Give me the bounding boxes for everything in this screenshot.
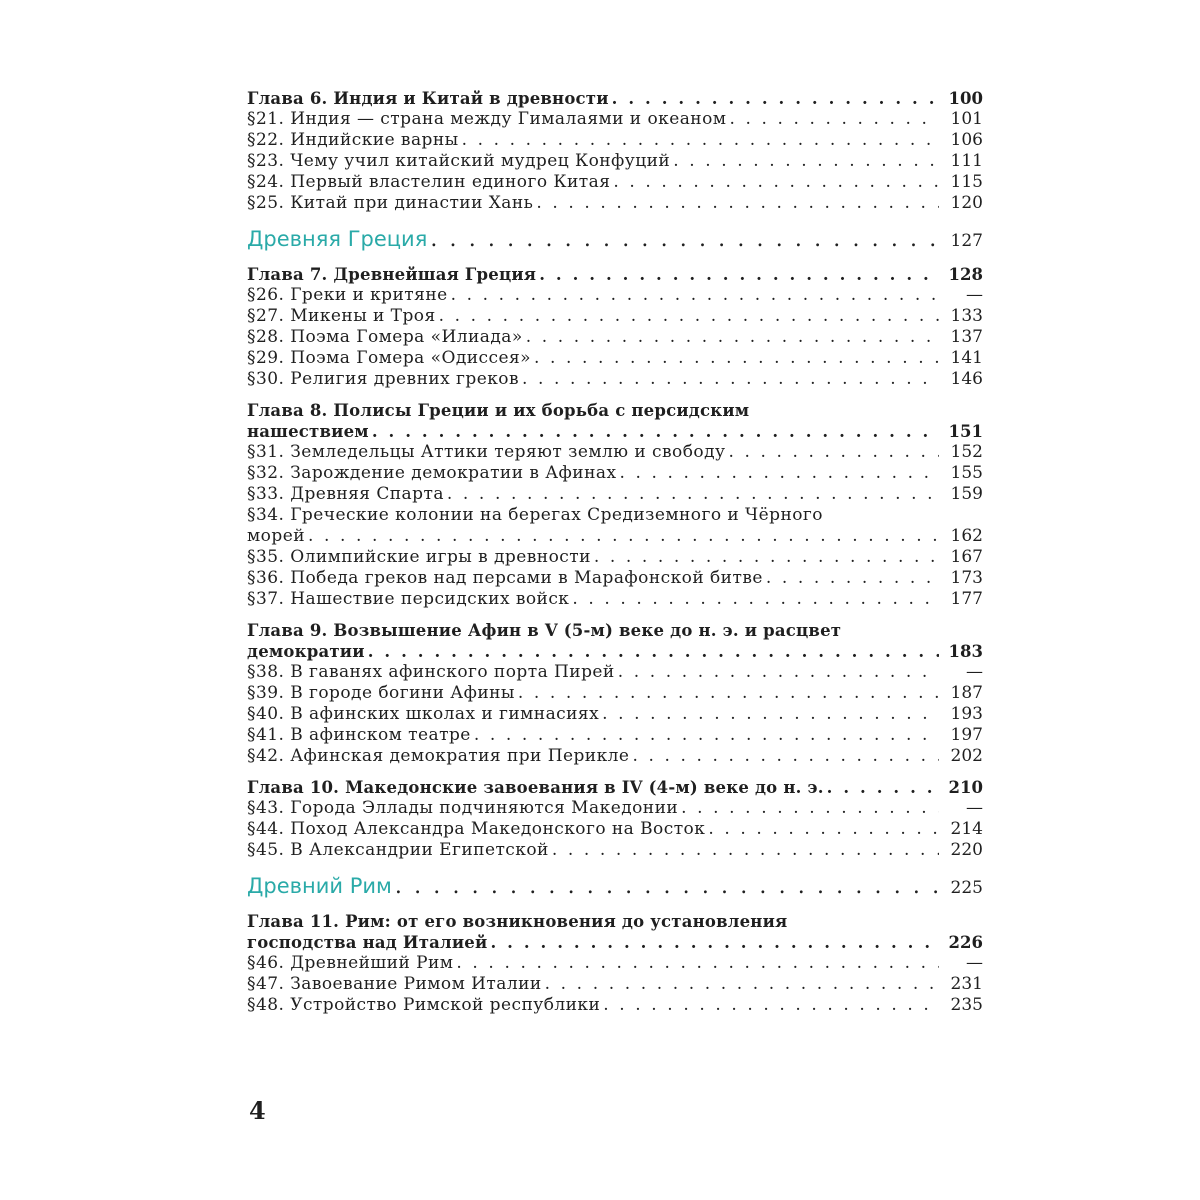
section-title: Олимпийские игры в древности: [290, 547, 591, 567]
page-reference: 115: [950, 172, 983, 192]
section-entry[interactable]: [247, 798, 983, 819]
section-entry-label: [247, 151, 670, 172]
section-entry-label: [247, 109, 726, 130]
section-entry-label: [247, 327, 523, 348]
section-entry-label: [247, 285, 448, 306]
section-number: §24.: [247, 172, 285, 192]
section-entry-label: [247, 130, 459, 151]
dot-leader: [619, 463, 939, 484]
section-entry-line[interactable]: [247, 505, 983, 526]
section-entry[interactable]: [247, 285, 983, 306]
section-number: §42.: [247, 746, 285, 766]
dot-leader: [681, 798, 939, 819]
section-entry[interactable]: [247, 526, 983, 547]
dot-leader: [368, 641, 939, 662]
dot-leader: [545, 974, 939, 995]
dot-leader: [490, 932, 939, 953]
section-number: §43.: [247, 798, 285, 818]
page-reference: 193: [950, 704, 983, 724]
section-title: Китай при династии Хань: [290, 193, 534, 213]
dot-leader: [522, 369, 939, 390]
section-number: §47.: [247, 974, 285, 994]
section-title: Религия древних греков: [290, 369, 520, 389]
section-number: §44.: [247, 819, 285, 839]
section-number: §33.: [247, 484, 285, 504]
page-reference: 235: [950, 995, 983, 1015]
part-heading[interactable]: [247, 226, 983, 254]
dot-leader: [308, 526, 939, 547]
section-entry[interactable]: [247, 704, 983, 725]
section-title: В городе богини Афины: [290, 683, 515, 703]
section-title: Индийские варны: [290, 130, 459, 150]
section-number: §35.: [247, 547, 285, 567]
section-entry-label: [247, 662, 615, 683]
section-entry-label: [247, 725, 471, 746]
page-reference: 106: [950, 130, 983, 150]
section-entry-label: [247, 193, 533, 214]
page-reference: —: [966, 662, 983, 682]
section-title: Чему учил китайский мудрец Конфуций: [290, 151, 671, 171]
section-entry[interactable]: [247, 327, 983, 348]
dot-leader: [612, 88, 939, 109]
dot-leader: [534, 348, 939, 369]
dot-leader: [632, 746, 939, 767]
section-entry[interactable]: [247, 819, 983, 840]
page-reference: 167: [950, 547, 983, 567]
page-reference: 120: [950, 193, 983, 213]
section-entry-label: [247, 953, 453, 974]
section-entry[interactable]: [247, 547, 983, 568]
section-title: В гаванях афинского порта Пирей: [290, 662, 615, 682]
section-entry-label: [247, 995, 600, 1016]
page-reference: 146: [950, 369, 983, 389]
dot-leader: [447, 484, 939, 505]
section-entry-label: [247, 704, 599, 725]
section-entry[interactable]: [247, 683, 983, 704]
page-reference: 133: [950, 306, 983, 326]
page-reference: 159: [950, 484, 983, 504]
part-heading-label: Древний Рим: [247, 874, 392, 898]
dot-leader: [539, 264, 939, 285]
page-reference: 225: [950, 878, 983, 898]
chapter-heading[interactable]: [247, 88, 983, 109]
section-title: Поэма Гомера «Илиада»: [290, 327, 523, 347]
section-entry-label: морей: [247, 526, 305, 546]
section-number: §25.: [247, 193, 285, 213]
section-title: В афинском театре: [290, 725, 471, 745]
section-entry-label: [247, 484, 444, 505]
dot-leader: [572, 589, 939, 610]
section-number: §41.: [247, 725, 285, 745]
section-entry[interactable]: [247, 589, 983, 610]
page-reference: 127: [950, 231, 983, 251]
section-number: §21.: [247, 109, 285, 129]
section-number: §30.: [247, 369, 285, 389]
page-reference: 187: [950, 683, 983, 703]
dot-leader: [456, 953, 939, 974]
section-entry[interactable]: [247, 484, 983, 505]
section-title: Завоевание Римом Италии: [290, 974, 542, 994]
section-number: §26.: [247, 285, 285, 305]
section-number: §40.: [247, 704, 285, 724]
section-title: Нашествие персидских войск: [290, 589, 570, 609]
section-number: §32.: [247, 463, 285, 483]
table-of-contents: [247, 88, 983, 1016]
section-title: В Александрии Египетской: [290, 840, 549, 860]
section-entry-label: [247, 798, 678, 819]
section-entry-label: [247, 819, 705, 840]
page-reference: 226: [948, 933, 983, 952]
section-entry-label: [247, 840, 549, 861]
section-entry[interactable]: [247, 193, 983, 214]
section-entry[interactable]: [247, 442, 983, 463]
section-entry[interactable]: [247, 463, 983, 484]
chapter-heading[interactable]: [247, 264, 983, 285]
dot-leader: [552, 840, 939, 861]
page-reference: 197: [950, 725, 983, 745]
section-entry-label: [247, 463, 616, 484]
chapter-heading[interactable]: [247, 421, 983, 442]
page-reference: —: [966, 953, 983, 973]
chapter-heading-label: нашествием: [247, 422, 369, 441]
page-reference: 128: [948, 265, 983, 284]
dot-leader: [602, 704, 939, 725]
chapter-title-line[interactable]: Глава 11. Рим: от его возникновения до установления: [247, 912, 788, 931]
section-entry-label: [247, 442, 725, 463]
part-heading-label: Древняя Греция: [247, 227, 428, 251]
chapter-heading-label: Глава 7. Древнейшая Греция: [247, 265, 537, 284]
page-reference: 214: [950, 819, 983, 839]
section-entry[interactable]: [247, 662, 983, 683]
section-entry[interactable]: [247, 953, 983, 974]
chapter-heading-label: Глава 10. Македонские завоевания в IV (4-м) веке до н. э.: [247, 778, 824, 797]
dot-leader: [462, 130, 939, 151]
section-entry-label: [247, 974, 542, 995]
dot-leader: [729, 109, 939, 130]
dot-leader: [372, 421, 939, 442]
section-entry-label: [247, 746, 629, 767]
section-number: §37.: [247, 589, 285, 609]
section-entry-label: [247, 306, 436, 327]
page-reference: 220: [950, 840, 983, 860]
dot-leader: [474, 725, 939, 746]
dot-leader: [395, 874, 939, 900]
page-reference: 100: [948, 89, 983, 108]
section-title: Поход Александра Македонского на Восток: [290, 819, 706, 839]
section-title: Индия — страна между Гималаями и океаном: [290, 109, 727, 129]
chapter-heading-label: господства над Италией: [247, 933, 488, 952]
chapter-title-line[interactable]: Глава 9. Возвышение Афин в V (5-м) веке до н. э. и расцвет: [247, 621, 842, 640]
dot-leader: [518, 683, 939, 704]
chapter-heading[interactable]: [247, 932, 983, 953]
part-heading[interactable]: [247, 873, 983, 901]
section-entry-label: [247, 547, 591, 568]
section-entry-label: [247, 568, 763, 589]
section-title: Греческие колонии на берегах Средиземного и Чёрного: [290, 505, 823, 525]
section-entry[interactable]: [247, 995, 983, 1016]
page-reference: 202: [950, 746, 983, 766]
section-title: В афинских школах и гимнасиях: [290, 704, 600, 724]
page-reference: 151: [948, 422, 983, 441]
dot-leader: [673, 151, 939, 172]
chapter-heading[interactable]: [247, 641, 983, 662]
section-title: Древнейший Рим: [290, 953, 454, 973]
page-reference: 162: [950, 526, 983, 546]
section-title: Первый властелин единого Китая: [290, 172, 611, 192]
section-number: §39.: [247, 683, 285, 703]
section-entry[interactable]: [247, 746, 983, 767]
dot-leader: [827, 777, 939, 798]
section-number: §29.: [247, 348, 285, 368]
section-entry[interactable]: [247, 306, 983, 327]
section-number: §36.: [247, 568, 285, 588]
dot-leader: [618, 662, 939, 683]
page-reference: —: [966, 798, 983, 818]
section-entry-label: [247, 369, 519, 390]
section-title: Зарождение демократии в Афинах: [290, 463, 617, 483]
page-reference: 137: [950, 327, 983, 347]
section-title: Устройство Римской республики: [290, 995, 601, 1015]
section-title: Греки и критяне: [290, 285, 448, 305]
page-reference: 173: [950, 568, 983, 588]
section-number: §46.: [247, 953, 285, 973]
dot-leader: [439, 306, 939, 327]
page-reference: —: [966, 285, 983, 305]
section-number: §38.: [247, 662, 285, 682]
section-entry[interactable]: [247, 840, 983, 861]
chapter-heading-label: Глава 6. Индия и Китай в древности: [247, 89, 609, 108]
section-entry[interactable]: [247, 568, 983, 589]
section-title: Победа греков над персами в Марафонской битве: [290, 568, 763, 588]
section-number: §27.: [247, 306, 285, 326]
page-reference: 155: [950, 463, 983, 483]
section-title: Города Эллады подчиняются Македонии: [290, 798, 679, 818]
dot-leader: [526, 327, 939, 348]
dot-leader: [708, 819, 939, 840]
section-number: §34.: [247, 505, 285, 525]
page-reference: 111: [950, 151, 983, 171]
dot-leader: [430, 227, 939, 253]
page-reference: 210: [948, 778, 983, 797]
section-entry[interactable]: [247, 369, 983, 390]
section-entry[interactable]: [247, 151, 983, 172]
section-entry[interactable]: [247, 130, 983, 151]
section-number: §22.: [247, 130, 285, 150]
section-entry-label: [247, 683, 515, 704]
section-number: §45.: [247, 840, 285, 860]
section-title: Поэма Гомера «Одиссея»: [290, 348, 532, 368]
section-entry-label: [247, 505, 823, 526]
section-title: Земледельцы Аттики теряют землю и свободу: [290, 442, 726, 462]
page-number: 4: [249, 1096, 266, 1125]
section-entry-label: [247, 589, 569, 610]
section-entry-label: [247, 172, 610, 193]
section-entry[interactable]: [247, 172, 983, 193]
section-title: Микены и Троя: [290, 306, 436, 326]
dot-leader: [728, 442, 939, 463]
section-title: Афинская демократия при Перикле: [290, 746, 630, 766]
section-entry[interactable]: [247, 348, 983, 369]
section-number: §31.: [247, 442, 285, 462]
chapter-heading[interactable]: [247, 777, 983, 798]
dot-leader: [766, 568, 939, 589]
dot-leader: [536, 193, 939, 214]
dot-leader: [603, 995, 939, 1016]
page-reference: 177: [950, 589, 983, 609]
section-entry-label: [247, 348, 531, 369]
section-entry[interactable]: [247, 974, 983, 995]
page-reference: 101: [950, 109, 983, 129]
page-reference: 141: [950, 348, 983, 368]
section-number: §23.: [247, 151, 285, 171]
section-number: §48.: [247, 995, 285, 1015]
page-reference: 231: [950, 974, 983, 994]
section-entry[interactable]: [247, 725, 983, 746]
chapter-heading-label: демократии: [247, 642, 365, 661]
page-reference: 183: [948, 642, 983, 661]
chapter-title-line[interactable]: Глава 8. Полисы Греции и их борьба с персидским: [247, 401, 750, 420]
dot-leader: [594, 547, 939, 568]
dot-leader: [451, 285, 939, 306]
page-reference: 152: [950, 442, 983, 462]
section-entry[interactable]: [247, 109, 983, 130]
section-title: Древняя Спарта: [290, 484, 444, 504]
section-number: §28.: [247, 327, 285, 347]
dot-leader: [613, 172, 939, 193]
